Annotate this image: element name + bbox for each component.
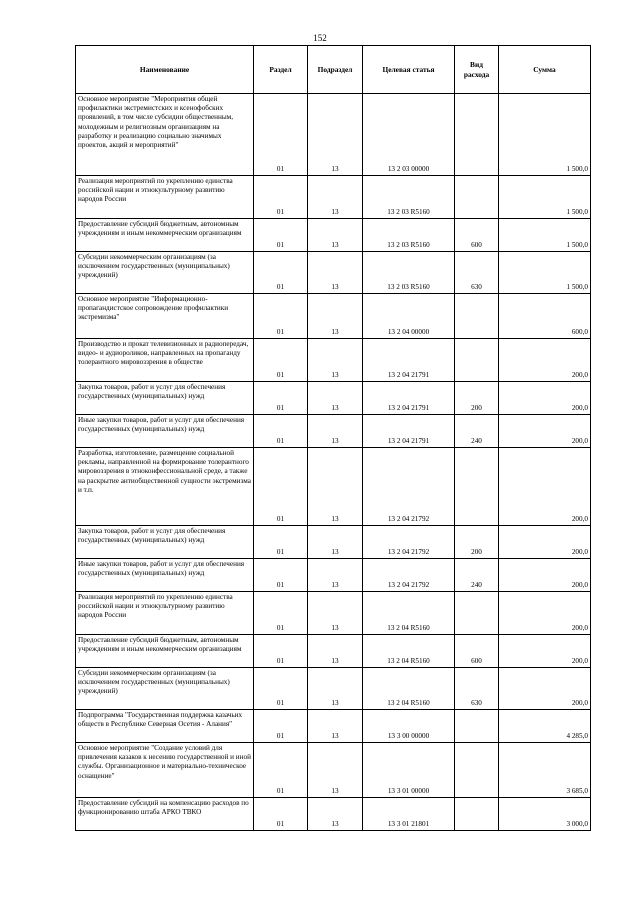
row-amount: 200,0 <box>499 635 591 668</box>
row-amount: 1 500,0 <box>499 219 591 252</box>
row-name: Производство и прокат телевизионных и радиопередач, видео- и аудиороликов, направленных на пропаганду толерантного мировоззрения в обществе <box>76 339 254 382</box>
row-amount: 3 685,0 <box>499 743 591 798</box>
row-amount: 200,0 <box>499 339 591 382</box>
row-name: Субсидии некоммерческим организациям (за исключением государственных (муниципальных) учреждений) <box>76 252 254 294</box>
table-row <box>76 798 591 831</box>
row-section: 01 <box>254 219 308 252</box>
row-target-article: 13 3 00 00000 <box>363 710 455 743</box>
row-subsection: 13 <box>308 252 363 294</box>
row-target-article: 13 3 01 00000 <box>363 743 455 798</box>
row-target-article: 13 2 04 R5160 <box>363 592 455 635</box>
row-name: Реализация мероприятий по укреплению единства российской нации и этнокультурному развитию народов России <box>76 176 254 219</box>
row-subsection: 13 <box>308 448 363 526</box>
row-expense-kind: 240 <box>455 415 499 448</box>
row-target-article: 13 2 04 R5160 <box>363 668 455 710</box>
row-subsection: 13 <box>308 526 363 559</box>
row-target-article: 13 3 01 21801 <box>363 798 455 831</box>
table-row <box>76 635 591 668</box>
table-row <box>76 526 591 559</box>
row-section: 01 <box>254 448 308 526</box>
row-section: 01 <box>254 559 308 592</box>
row-amount: 1 500,0 <box>499 252 591 294</box>
table-row <box>76 415 591 448</box>
row-expense-kind <box>455 94 499 176</box>
row-expense-kind <box>455 176 499 219</box>
row-expense-kind <box>455 448 499 526</box>
budget-table <box>75 45 591 831</box>
row-subsection: 13 <box>308 710 363 743</box>
row-target-article: 13 2 04 21792 <box>363 559 455 592</box>
row-name: Иные закупки товаров, работ и услуг для обеспечения государственных (муниципальных) нужд <box>76 415 254 448</box>
row-subsection: 13 <box>308 798 363 831</box>
row-section: 01 <box>254 176 308 219</box>
row-target-article: 13 2 03 R5160 <box>363 219 455 252</box>
row-name: Подпрограмма "Государственная поддержка казачьих обществ в Республике Северная Осетия - Алания" <box>76 710 254 743</box>
row-subsection: 13 <box>308 743 363 798</box>
table-row <box>76 294 591 339</box>
row-target-article: 13 2 04 R5160 <box>363 635 455 668</box>
row-subsection: 13 <box>308 294 363 339</box>
row-expense-kind: 200 <box>455 382 499 415</box>
row-amount: 200,0 <box>499 592 591 635</box>
table-row <box>76 592 591 635</box>
row-amount: 200,0 <box>499 382 591 415</box>
row-subsection: 13 <box>308 635 363 668</box>
row-section: 01 <box>254 710 308 743</box>
row-amount: 1 500,0 <box>499 176 591 219</box>
table-row <box>76 339 591 382</box>
row-name: Основное мероприятие "Создание условий для привлечения казаков к несению государственной и иной службы. Организационное и материально-техническое оснащение" <box>76 743 254 798</box>
row-expense-kind: 200 <box>455 526 499 559</box>
table-row <box>76 448 591 526</box>
row-section: 01 <box>254 668 308 710</box>
row-expense-kind <box>455 592 499 635</box>
table-row <box>76 382 591 415</box>
table-row <box>76 252 591 294</box>
row-subsection: 13 <box>308 94 363 176</box>
table-row <box>76 94 591 176</box>
row-expense-kind <box>455 710 499 743</box>
row-amount: 1 500,0 <box>499 94 591 176</box>
row-subsection: 13 <box>308 415 363 448</box>
row-target-article: 13 2 04 21791 <box>363 339 455 382</box>
row-name: Основное мероприятие "Мероприятия общей профилактики экстремистских и ксенофобских проявлений, в том числе субсидии общественным, молодежным и религиозным организациям на разработку и реализацию социально значимых проектов, акций и мероприятий" <box>76 94 254 176</box>
table-header-row <box>76 46 591 94</box>
row-section: 01 <box>254 415 308 448</box>
row-expense-kind <box>455 743 499 798</box>
row-section: 01 <box>254 294 308 339</box>
row-target-article: 13 2 03 R5160 <box>363 252 455 294</box>
row-amount: 200,0 <box>499 415 591 448</box>
table-row <box>76 668 591 710</box>
row-expense-kind: 600 <box>455 635 499 668</box>
row-expense-kind: 630 <box>455 252 499 294</box>
row-expense-kind <box>455 339 499 382</box>
page-number: 152 <box>313 33 327 43</box>
table-row <box>76 743 591 798</box>
row-subsection: 13 <box>308 382 363 415</box>
row-expense-kind <box>455 798 499 831</box>
row-amount: 3 000,0 <box>499 798 591 831</box>
header-subsection: Подраздел <box>308 46 363 94</box>
row-expense-kind: 630 <box>455 668 499 710</box>
row-name: Реализация мероприятий по укреплению единства российской нации и этнокультурному развитию народов России <box>76 592 254 635</box>
header-name: Наименование <box>76 46 254 94</box>
table-row <box>76 176 591 219</box>
header-target-article: Целевая статья <box>363 46 455 94</box>
row-expense-kind <box>455 294 499 339</box>
row-section: 01 <box>254 382 308 415</box>
row-section: 01 <box>254 526 308 559</box>
row-name: Закупка товаров, работ и услуг для обеспечения государственных (муниципальных) нужд <box>76 526 254 559</box>
row-name: Предоставление субсидий на компенсацию расходов по функционированию штаба АРКО ТВКО <box>76 798 254 831</box>
row-name: Основное мероприятие "Информационно-пропагандистское сопровождение профилактики экстремизма" <box>76 294 254 339</box>
table-row <box>76 219 591 252</box>
row-section: 01 <box>254 339 308 382</box>
row-amount: 200,0 <box>499 448 591 526</box>
header-section: Раздел <box>254 46 308 94</box>
row-amount: 600,0 <box>499 294 591 339</box>
row-target-article: 13 2 03 R5160 <box>363 176 455 219</box>
row-target-article: 13 2 04 00000 <box>363 294 455 339</box>
row-target-article: 13 2 04 21792 <box>363 448 455 526</box>
row-name: Субсидии некоммерческим организациям (за исключением государственных (муниципальных) учреждений) <box>76 668 254 710</box>
row-expense-kind: 600 <box>455 219 499 252</box>
row-amount: 4 285,0 <box>499 710 591 743</box>
header-expense-kind: Вид расхода <box>455 46 499 94</box>
row-subsection: 13 <box>308 668 363 710</box>
row-subsection: 13 <box>308 559 363 592</box>
row-amount: 200,0 <box>499 526 591 559</box>
row-amount: 200,0 <box>499 559 591 592</box>
row-target-article: 13 2 04 21791 <box>363 382 455 415</box>
row-name: Иные закупки товаров, работ и услуг для обеспечения государственных (муниципальных) нужд <box>76 559 254 592</box>
row-name: Предоставление субсидий бюджетным, автономным учреждениям и иным некоммерческим организациям <box>76 219 254 252</box>
row-subsection: 13 <box>308 219 363 252</box>
row-section: 01 <box>254 592 308 635</box>
row-section: 01 <box>254 252 308 294</box>
row-name: Закупка товаров, работ и услуг для обеспечения государственных (муниципальных) нужд <box>76 382 254 415</box>
row-section: 01 <box>254 743 308 798</box>
row-subsection: 13 <box>308 339 363 382</box>
row-section: 01 <box>254 94 308 176</box>
table-row <box>76 710 591 743</box>
row-subsection: 13 <box>308 592 363 635</box>
row-amount: 200,0 <box>499 668 591 710</box>
table-row <box>76 559 591 592</box>
row-name: Разработка, изготовление, размещение социальной рекламы, направленной на формирование толерантного мировоззрения в этноконфессиональной среде, а также на раскрытие антиобщественной сущности экстремизма и т.п. <box>76 448 254 526</box>
row-name: Предоставление субсидий бюджетным, автономным учреждениям и иным некоммерческим организациям <box>76 635 254 668</box>
row-target-article: 13 2 04 21792 <box>363 526 455 559</box>
row-section: 01 <box>254 635 308 668</box>
row-expense-kind: 240 <box>455 559 499 592</box>
row-subsection: 13 <box>308 176 363 219</box>
header-amount: Сумма <box>499 46 591 94</box>
row-section: 01 <box>254 798 308 831</box>
row-target-article: 13 2 03 00000 <box>363 94 455 176</box>
row-target-article: 13 2 04 21791 <box>363 415 455 448</box>
